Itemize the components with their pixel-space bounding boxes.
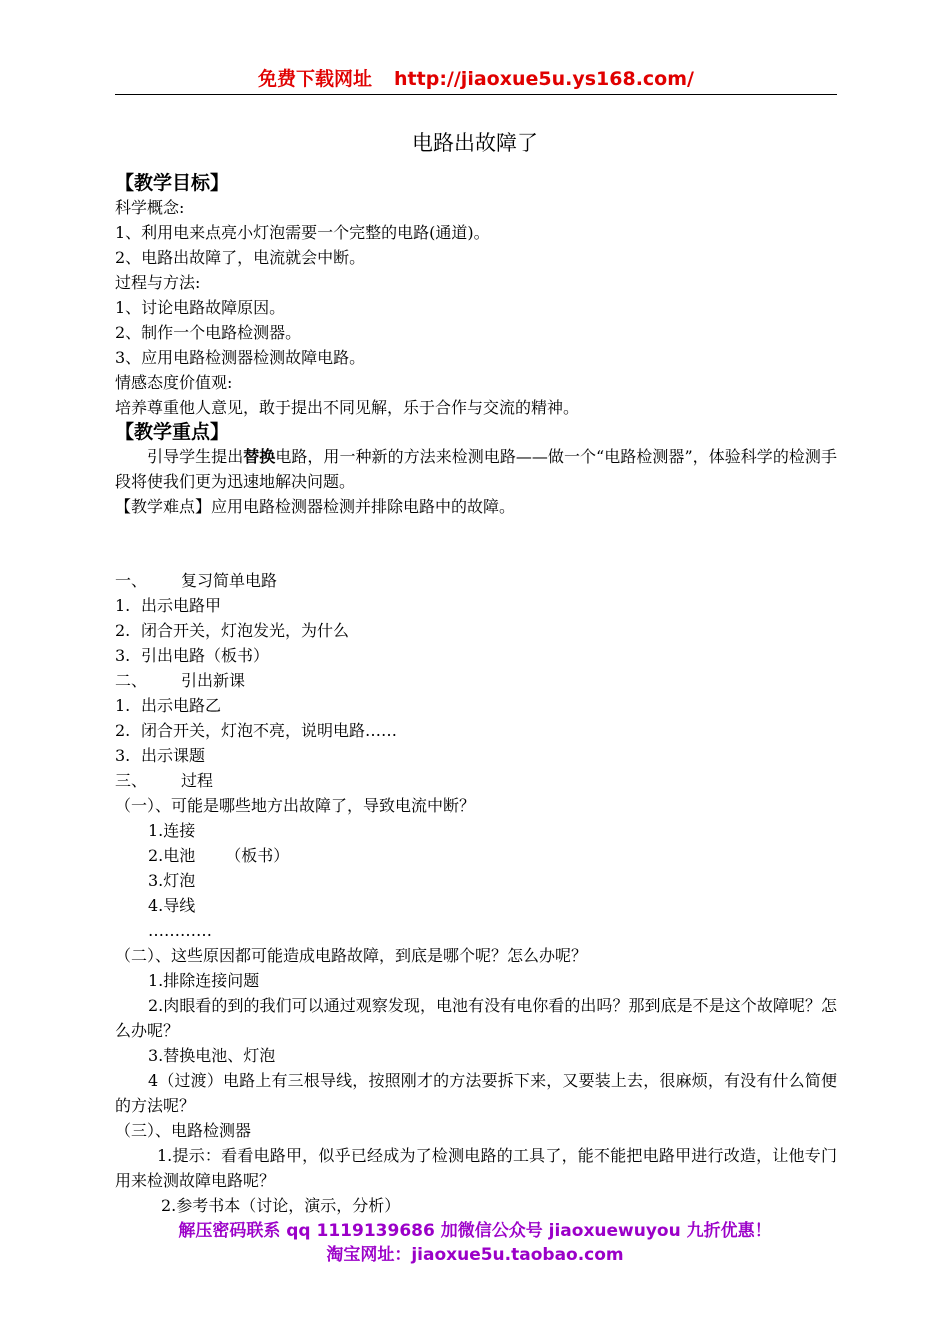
section-number: 一、 [115,571,148,590]
subsection-question: （一）、可能是哪些地方出故障了，导致电流中断？ [115,796,476,815]
subsection-question: （三）、电路检测器 [115,1121,252,1140]
list-item-text: 引出电路（板书） [141,646,270,665]
section-title: 复习简单电路 [181,571,278,590]
step-item: 4（过渡）电路上有三根导线，按照刚才的方法要拆下来，又要装上去，很麻烦，有没有什么简便的方法呢？ [115,1071,837,1115]
list-item-text: 闭合开关，灯泡发光，为什么 [141,621,350,640]
sci-concept-label: 科学概念: [115,198,185,217]
list-item-text: 出示电路乙 [141,696,222,715]
list-item: 2. 闭合开关，灯泡发光，为什么 [115,621,350,640]
focus-text-after: 电路，用一种新的方法来检测电路——做一个“电路检测器”，体验科学的检测手段将使我们更为迅速地解决问题。 [115,447,837,491]
list-item: 3. 出示课题 [115,746,206,765]
footer-contact: 解压密码联系 qq 1119139686 加微信公众号 jiaoxuewuyou 九折优惠！ [178,1221,772,1241]
subsection-question: （二）、这些原因都可能造成电路故障，到底是哪个呢？怎么办呢？ [115,946,588,965]
attitude-label: 情感态度价值观: [115,373,233,392]
sci-concept-item: 1、利用电来点亮小灯泡需要一个完整的电路(通道)。 [115,223,490,242]
process-method-item: 2、制作一个电路检测器。 [115,323,302,342]
footer-shop-link[interactable]: 淘宝网址：jiaoxue5u.taobao.com [326,1245,624,1265]
difficulty-line: 【教学难点】应用电路检测器检测并排除电路中的故障。 [115,497,516,516]
section-heading [115,768,213,793]
header-url-link[interactable]: http://jiaoxue5u.ys168.com/ [394,68,694,90]
list-item: 3. 引出电路（板书） [115,646,270,665]
list-item-text: 出示课题 [141,746,206,765]
focus-text-bold: 替换 [243,447,276,466]
cause-item: 4.导线 [148,896,196,915]
list-item-text: 闭合开关，灯泡不亮，说明电路…… [141,721,398,740]
cause-item [148,843,289,868]
board-note: （板书） [225,846,290,865]
section-title: 引出新课 [181,671,246,690]
process-method-item: 3、应用电路检测器检测故障电路。 [115,348,366,367]
cause-item-text: 2.电池 [148,846,196,865]
process-method-item: 1、讨论电路故障原因。 [115,298,286,317]
step-item: 2.肉眼看的到的我们可以通过观察发现，电池有没有电你看的出吗？那到底是不是这个故障呢？怎么办呢？ [115,996,837,1040]
cause-item: 3.灯泡 [148,871,196,890]
step-item: 1.排除连接问题 [148,971,260,990]
ellipsis: ………… [148,921,212,940]
section-title: 过程 [181,771,214,790]
section-heading [115,568,277,593]
list-item: 1. 出示电路乙 [115,696,222,715]
section-number: 二、 [115,671,148,690]
document-title: 电路出故障了 [412,131,538,155]
tip-item: 2.参考书本（讨论，演示，分析） [161,1196,401,1215]
process-method-label: 过程与方法: [115,273,201,292]
header-label: 免费下载网址 [258,68,373,90]
list-item-text: 出示电路甲 [141,596,222,615]
focus-paragraph [115,444,837,494]
focus-text-before: 引导学生提出 [147,447,244,466]
tip-item: 1.提示：看看电路甲，似乎已经成为了检测电路的工具了，能不能把电路甲进行改造，让他专门用来检测故障电路呢？ [115,1146,837,1190]
page-header [115,64,837,95]
sci-concept-item: 2、电路出故障了，电流就会中断。 [115,248,366,267]
step-item: 3.替换电池、灯泡 [148,1046,276,1065]
focus-heading: 【教学重点】 [115,421,230,443]
attitude-item: 培养尊重他人意见，敢于提出不同见解，乐于合作与交流的精神。 [115,398,580,417]
list-item: 2. 闭合开关，灯泡不亮，说明电路…… [115,721,398,740]
list-item: 1. 出示电路甲 [115,596,222,615]
section-heading [115,668,245,693]
objectives-heading: 【教学目标】 [115,172,230,194]
cause-item: 1.连接 [148,821,196,840]
section-number: 三、 [115,771,148,790]
